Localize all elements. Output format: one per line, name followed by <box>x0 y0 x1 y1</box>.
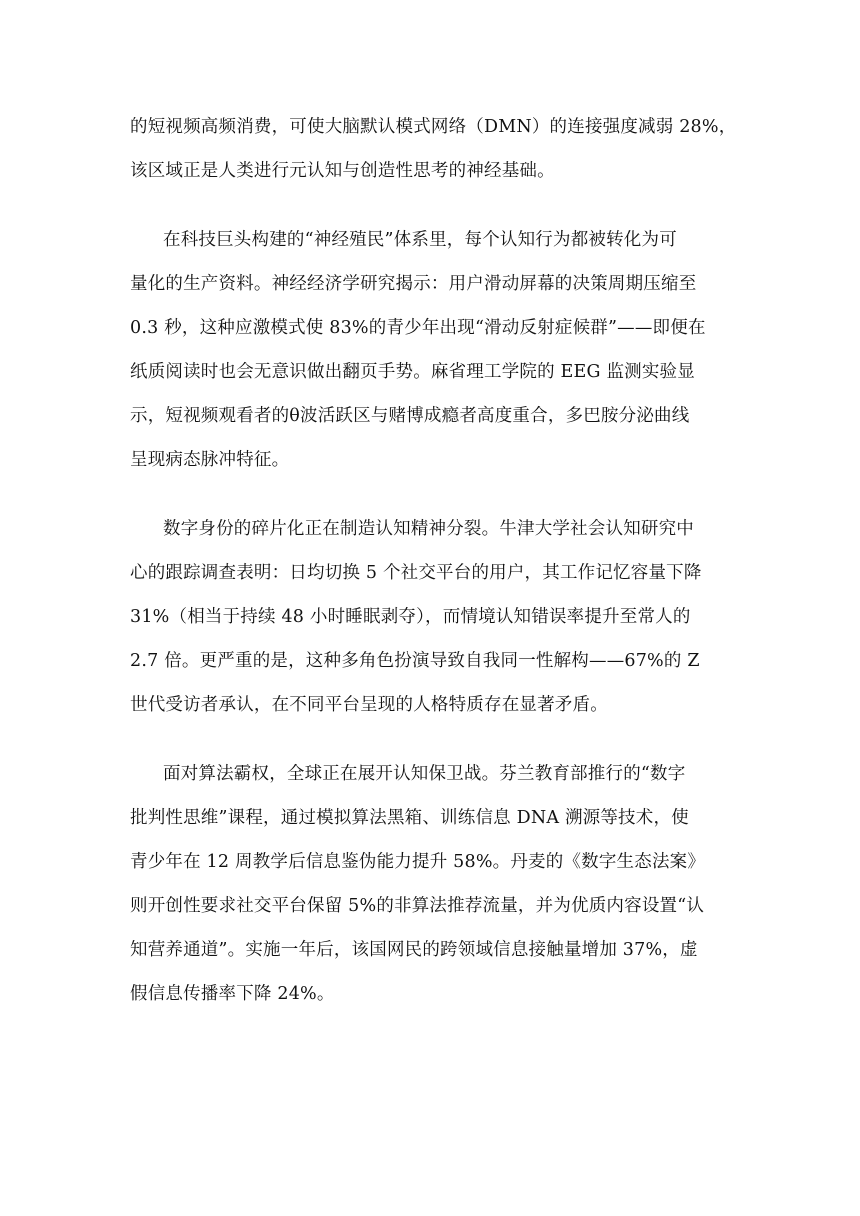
paragraph-4-line-5: 知营养通道”。实施一年后，该国网民的跨领域信息接触量增加 37%，虚 <box>130 940 698 960</box>
paragraph-2-line-6: 呈现病态脉冲特征。 <box>130 450 290 470</box>
paragraph-3-line-3: 31%（相当于持续 48 小时睡眠剥夺），而情境认知错误率提升至常人的 <box>130 607 691 627</box>
paragraph-2-line-1: 在科技巨头构建的“神经殖民”体系里，每个认知行为都被转化为可 <box>163 230 677 250</box>
paragraph-2-line-2: 量化的生产资料。神经经济学研究揭示：用户滑动屏幕的决策周期压缩至 <box>130 274 697 294</box>
paragraph-2-line-3: 0.3 秒，这种应激模式使 83%的青少年出现“滑动反射症候群”——即便在 <box>130 318 706 338</box>
paragraph-3-line-2: 心的跟踪调查表明：日均切换 5 个社交平台的用户，其工作记忆容量下降 <box>130 563 702 583</box>
paragraph-3-line-5: 世代受访者承认，在不同平台呈现的人格特质存在显著矛盾。 <box>130 695 608 715</box>
paragraph-4-line-4: 则开创性要求社交平台保留 5%的非算法推荐流量，并为优质内容设置“认 <box>130 896 705 916</box>
paragraph-2-line-4: 纸质阅读时也会无意识做出翻页手势。麻省理工学院的 EEG 监测实验显 <box>130 362 695 382</box>
paragraph-1-line-1: 的短视频高频消费，可使大脑默认模式网络（DMN）的连接强度减弱 28%， <box>130 117 737 137</box>
paragraph-4-line-1: 面对算法霸权，全球正在展开认知保卫战。芬兰教育部推行的“数字 <box>163 764 686 784</box>
paragraph-4-line-3: 青少年在 12 周教学后信息鉴伪能力提升 58%。丹麦的《数字生态法案》 <box>130 852 706 872</box>
paragraph-1-line-2: 该区域正是人类进行元认知与创造性思考的神经基础。 <box>130 161 555 181</box>
paragraph-2-line-5: 示，短视频观看者的θ波活跃区与赌博成瘾者高度重合，多巴胺分泌曲线 <box>130 406 690 426</box>
paragraph-4-line-2: 批判性思维”课程，通过模拟算法黑箱、训练信息 DNA 溯源等技术，使 <box>130 808 689 828</box>
paragraph-3-line-4: 2.7 倍。更严重的是，这种多角色扮演导致自我同一性解构——67%的 Z <box>130 651 700 671</box>
paragraph-3-line-1: 数字身份的碎片化正在制造认知精神分裂。牛津大学社会认知研究中 <box>163 519 694 539</box>
paragraph-4-line-6: 假信息传播率下降 24%。 <box>130 984 335 1004</box>
